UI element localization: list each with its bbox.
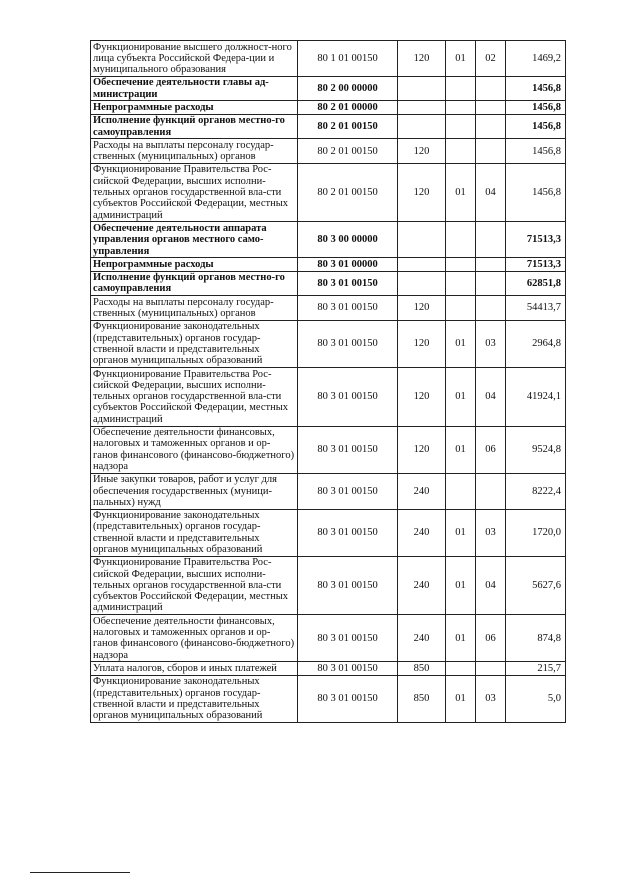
table-row [91, 473, 566, 509]
subsection-cell: 02 [476, 41, 506, 77]
section-cell [446, 271, 476, 296]
subsection-cell [476, 258, 506, 271]
section-cell: 01 [446, 41, 476, 77]
expense-type-cell: 240 [398, 473, 446, 509]
amount-cell: 1720,0 [506, 509, 566, 556]
amount-cell: 5,0 [506, 675, 566, 722]
expense-type-cell: 120 [398, 41, 446, 77]
name-cell: Функционирование Правительства Рос-сийской Федерации, высших исполни-тельных органов государственной вла-сти субъектов Российской Федерации, местных администраций [91, 368, 298, 427]
csr-code-cell: 80 3 01 00150 [298, 271, 398, 296]
expense-type-cell: 120 [398, 368, 446, 427]
csr-code-cell: 80 3 01 00150 [298, 675, 398, 722]
expense-type-cell [398, 114, 446, 139]
amount-cell: 71513,3 [506, 222, 566, 258]
name-cell: Исполнение функций органов местно-го самоуправления [91, 114, 298, 139]
name-cell: Обеспечение деятельности главы ад-министрации [91, 76, 298, 101]
amount-cell: 71513,3 [506, 258, 566, 271]
table-row [91, 139, 566, 164]
csr-code-cell: 80 1 01 00150 [298, 41, 398, 77]
section-cell: 01 [446, 368, 476, 427]
amount-cell: 54413,7 [506, 296, 566, 321]
subsection-cell: 03 [476, 320, 506, 367]
expense-type-cell: 240 [398, 509, 446, 556]
csr-code-cell: 80 2 01 00150 [298, 163, 398, 222]
expense-type-cell: 240 [398, 556, 446, 615]
subsection-cell [476, 139, 506, 164]
subsection-cell [476, 76, 506, 101]
amount-cell: 1456,8 [506, 76, 566, 101]
table-row [91, 163, 566, 222]
table-row [91, 320, 566, 367]
csr-code-cell: 80 3 01 00150 [298, 509, 398, 556]
name-cell: Непрограммные расходы [91, 258, 298, 271]
footnote-separator [30, 872, 130, 873]
name-cell: Функционирование законодательных (представительных) органов государ-ственной власти и представительных органов муниципальных образований [91, 320, 298, 367]
csr-code-cell: 80 3 01 00150 [298, 296, 398, 321]
section-cell: 01 [446, 675, 476, 722]
csr-code-cell: 80 3 01 00150 [298, 473, 398, 509]
table-row [91, 271, 566, 296]
csr-code-cell: 80 3 01 00150 [298, 320, 398, 367]
subsection-cell [476, 271, 506, 296]
expense-type-cell [398, 271, 446, 296]
subsection-cell: 04 [476, 556, 506, 615]
subsection-cell [476, 101, 506, 114]
csr-code-cell: 80 3 01 00150 [298, 662, 398, 675]
section-cell [446, 296, 476, 321]
amount-cell: 41924,1 [506, 368, 566, 427]
section-cell: 01 [446, 509, 476, 556]
csr-code-cell: 80 3 01 00150 [298, 368, 398, 427]
amount-cell: 2964,8 [506, 320, 566, 367]
name-cell: Функционирование законодательных (представительных) органов государ-ственной власти и представительных органов муниципальных образований [91, 509, 298, 556]
name-cell: Функционирование высшего должност-ного лица субъекта Российской Федера-ции и муниципального образования [91, 41, 298, 77]
name-cell: Обеспечение деятельности финансовых, налоговых и таможенных органов и ор-ганов финансового (финансово-бюджетного) надзора [91, 426, 298, 473]
subsection-cell: 06 [476, 615, 506, 662]
table-row [91, 368, 566, 427]
name-cell: Функционирование Правительства Рос-сийской Федерации, высших исполни-тельных органов государственной вла-сти субъектов Российской Федерации, местных администраций [91, 163, 298, 222]
expense-type-cell: 850 [398, 662, 446, 675]
table-row [91, 662, 566, 675]
name-cell: Обеспечение деятельности финансовых, налоговых и таможенных органов и ор-ганов финансового (финансово-бюджетного) надзора [91, 615, 298, 662]
expense-type-cell: 240 [398, 615, 446, 662]
csr-code-cell: 80 3 01 00150 [298, 426, 398, 473]
csr-code-cell: 80 3 01 00150 [298, 615, 398, 662]
amount-cell: 1456,8 [506, 114, 566, 139]
expense-type-cell: 120 [398, 139, 446, 164]
amount-cell: 1469,2 [506, 41, 566, 77]
name-cell: Расходы на выплаты персоналу государ-ственных (муниципальных) органов [91, 139, 298, 164]
expense-type-cell: 120 [398, 163, 446, 222]
section-cell: 01 [446, 426, 476, 473]
subsection-cell [476, 662, 506, 675]
subsection-cell [476, 296, 506, 321]
section-cell [446, 662, 476, 675]
csr-code-cell: 80 3 01 00000 [298, 258, 398, 271]
csr-code-cell: 80 2 00 00000 [298, 76, 398, 101]
expense-type-cell: 120 [398, 320, 446, 367]
subsection-cell: 04 [476, 163, 506, 222]
expense-type-cell: 850 [398, 675, 446, 722]
name-cell: Уплата налогов, сборов и иных платежей [91, 662, 298, 675]
section-cell [446, 101, 476, 114]
section-cell [446, 222, 476, 258]
section-cell [446, 258, 476, 271]
amount-cell: 1456,8 [506, 101, 566, 114]
expense-type-cell: 120 [398, 296, 446, 321]
subsection-cell: 06 [476, 426, 506, 473]
csr-code-cell: 80 3 01 00150 [298, 556, 398, 615]
name-cell: Обеспечение деятельности аппарата управления органов местного само-управления [91, 222, 298, 258]
name-cell: Иные закупки товаров, работ и услуг для обеспечения государственных (муници-пальных) нужд [91, 473, 298, 509]
expense-type-cell [398, 76, 446, 101]
amount-cell: 1456,8 [506, 163, 566, 222]
csr-code-cell: 80 2 01 00000 [298, 101, 398, 114]
amount-cell: 8222,4 [506, 473, 566, 509]
subsection-cell: 04 [476, 368, 506, 427]
table-row [91, 556, 566, 615]
name-cell: Непрограммные расходы [91, 101, 298, 114]
csr-code-cell: 80 2 01 00150 [298, 114, 398, 139]
table-row [91, 675, 566, 722]
amount-cell: 215,7 [506, 662, 566, 675]
table-row [91, 76, 566, 101]
amount-cell: 1456,8 [506, 139, 566, 164]
table-row [91, 222, 566, 258]
amount-cell: 62851,8 [506, 271, 566, 296]
section-cell: 01 [446, 163, 476, 222]
amount-cell: 9524,8 [506, 426, 566, 473]
table-row [91, 101, 566, 114]
section-cell [446, 76, 476, 101]
subsection-cell: 03 [476, 509, 506, 556]
subsection-cell [476, 222, 506, 258]
table-body [91, 41, 566, 723]
table-row [91, 296, 566, 321]
section-cell: 01 [446, 320, 476, 367]
csr-code-cell: 80 3 00 00000 [298, 222, 398, 258]
name-cell: Расходы на выплаты персоналу государ-ственных (муниципальных) органов [91, 296, 298, 321]
section-cell [446, 114, 476, 139]
subsection-cell [476, 473, 506, 509]
section-cell: 01 [446, 615, 476, 662]
subsection-cell [476, 114, 506, 139]
section-cell [446, 473, 476, 509]
amount-cell: 874,8 [506, 615, 566, 662]
section-cell [446, 139, 476, 164]
expense-type-cell [398, 101, 446, 114]
name-cell: Функционирование законодательных (представительных) органов государ-ственной власти и представительных органов муниципальных образований [91, 675, 298, 722]
name-cell: Исполнение функций органов местно-го самоуправления [91, 271, 298, 296]
table-row [91, 509, 566, 556]
subsection-cell: 03 [476, 675, 506, 722]
expense-type-cell [398, 222, 446, 258]
table-row [91, 114, 566, 139]
table-row [91, 258, 566, 271]
budget-table [90, 40, 566, 723]
expense-type-cell [398, 258, 446, 271]
amount-cell: 5627,6 [506, 556, 566, 615]
name-cell: Функционирование Правительства Рос-сийской Федерации, высших исполни-тельных органов государственной вла-сти субъектов Российской Федерации, местных администраций [91, 556, 298, 615]
table-row [91, 426, 566, 473]
table-row [91, 615, 566, 662]
expense-type-cell: 120 [398, 426, 446, 473]
section-cell: 01 [446, 556, 476, 615]
csr-code-cell: 80 2 01 00150 [298, 139, 398, 164]
table-row [91, 41, 566, 77]
